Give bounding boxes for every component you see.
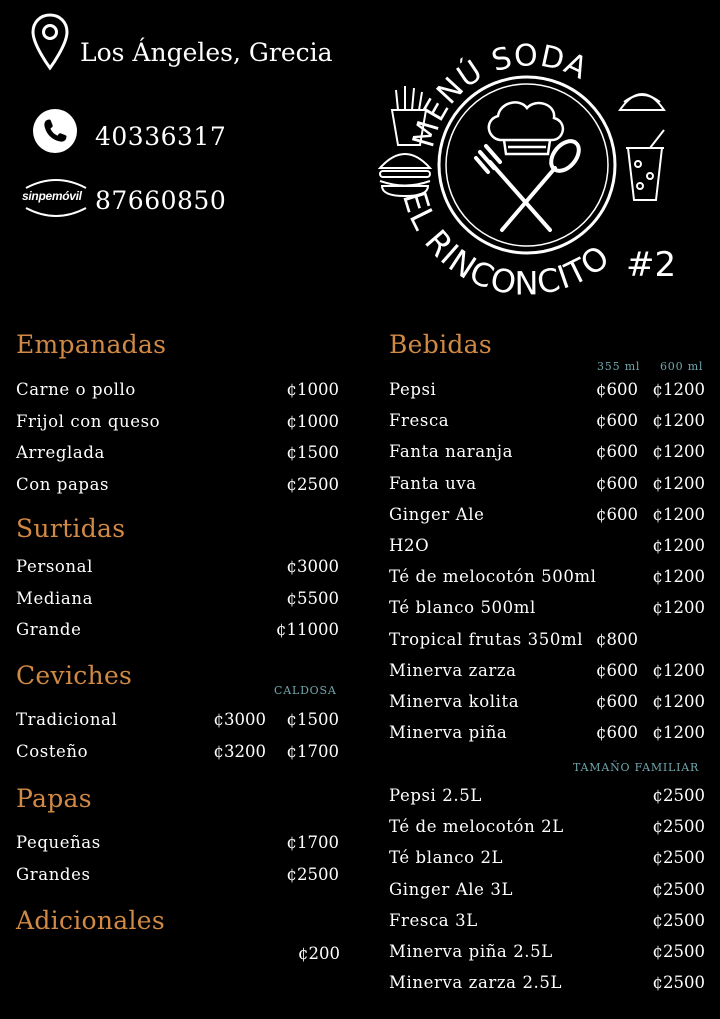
- bebidas-item-name: Minerva kolita: [389, 692, 520, 711]
- familiar-item-name: Té blanco 2L: [389, 848, 504, 868]
- familiar-item-price: ¢2500: [652, 786, 705, 805]
- bebidas-item-price-600ml: ¢1200: [652, 660, 705, 680]
- bebidas-item-price-600ml: ¢1200: [652, 380, 705, 399]
- familiar-item-name: Té de melocotón 2L: [389, 817, 564, 837]
- phone-icon: [32, 108, 78, 154]
- familiar-item-name: Pepsi 2.5L: [389, 786, 482, 805]
- logo-number: #2: [626, 245, 677, 285]
- ceviches-item-price: ¢3200: [213, 742, 266, 761]
- bebidas-item-name: Minerva piña: [389, 723, 508, 743]
- svg-text:MENÚ SODA: [406, 40, 593, 151]
- bebidas-item-name: Fresca: [389, 411, 450, 431]
- chef-hat-icon: [489, 102, 563, 154]
- bebidas-item-name: Té de melocotón 500ml: [389, 567, 597, 587]
- ceviches-caldosa-label: CALDOSA: [274, 684, 337, 697]
- surtidas-item-name: Grande: [16, 620, 82, 639]
- section-title-empanadas: Empanadas: [16, 330, 167, 359]
- bebidas-item-name: Pepsi: [389, 380, 437, 399]
- empanadas-item-name: Carne o pollo: [16, 380, 136, 399]
- empanadas-item-name: Frijol con queso: [16, 411, 161, 431]
- familiar-item-name: Ginger Ale 3L: [389, 879, 514, 899]
- bebidas-item-name: Minerva zarza: [389, 660, 517, 680]
- surtidas-item-name: Mediana: [16, 588, 93, 608]
- empanadas-item-name: Arreglada: [16, 443, 105, 462]
- ceviches-item-name: Costeño: [16, 742, 89, 761]
- bebidas-item-price-600ml: ¢1200: [652, 567, 705, 587]
- papas-item-name: Grandes: [16, 864, 91, 884]
- surtidas-item-price: ¢3000: [286, 557, 339, 576]
- location-text: Los Ángeles, Grecia: [80, 38, 333, 67]
- bebidas-item-name: Fanta naranja: [389, 442, 514, 462]
- familiar-item-price: ¢2500: [652, 910, 705, 930]
- bebidas-item-price-355ml: ¢600: [596, 442, 638, 462]
- surtidas-item-price: ¢11000: [276, 620, 339, 639]
- bebidas-item-price-600ml: ¢1200: [652, 692, 705, 711]
- surtidas-item-name: Personal: [16, 557, 93, 576]
- bebidas-item-price-355ml: ¢600: [596, 723, 638, 743]
- bebidas-item-name: Té blanco 500ml: [389, 598, 536, 618]
- sinpe-label: sinpemóvil: [22, 189, 82, 203]
- empanadas-item-price: ¢1000: [286, 411, 339, 431]
- sinpe-movil-logo: [20, 176, 92, 220]
- surtidas-item-price: ¢5500: [286, 588, 339, 608]
- familiar-item-price: ¢2500: [652, 817, 705, 837]
- familiar-item-price: ¢2500: [652, 879, 705, 899]
- logo-top-text: MENÚ SODA: [406, 40, 594, 152]
- empanadas-item-price: ¢2500: [286, 474, 339, 494]
- bebidas-item-name: Tropical frutas 350ml: [389, 629, 584, 649]
- sinpe-number: 87660850: [95, 186, 227, 215]
- bebidas-item-name: Ginger Ale: [389, 504, 485, 524]
- papas-item-name: Pequeñas: [16, 833, 101, 852]
- bebidas-item-price-355ml: ¢600: [596, 504, 638, 524]
- familiar-size-label: TAMAÑO FAMILIAR: [573, 761, 700, 774]
- bebidas-item-price-600ml: ¢1200: [652, 473, 705, 493]
- section-title-papas: Papas: [16, 784, 92, 813]
- bebidas-item-price-355ml: ¢600: [596, 660, 638, 680]
- familiar-item-name: Minerva piña 2.5L: [389, 942, 553, 961]
- bebidas-item-price-600ml: ¢1200: [652, 442, 705, 462]
- bebidas-item-price-355ml: ¢800: [596, 629, 638, 649]
- fork-spoon-icon: [476, 136, 584, 230]
- ceviches-item-price: ¢3000: [213, 710, 266, 729]
- soda-logo: [372, 40, 682, 300]
- logo-bottom-text: EL RINCONCITO: [394, 186, 617, 300]
- empanadas-item-price: ¢1000: [286, 380, 339, 399]
- section-title-bebidas: Bebidas: [389, 330, 493, 359]
- bebidas-item-price-355ml: ¢600: [596, 692, 638, 711]
- bebidas-item-name: H2O: [389, 536, 430, 555]
- bebidas-item-price-600ml: ¢1200: [652, 504, 705, 524]
- familiar-item-name: Fresca 3L: [389, 910, 478, 930]
- bebidas-item-price-355ml: ¢600: [596, 473, 638, 493]
- papas-item-price: ¢2500: [286, 864, 339, 884]
- papas-item-price: ¢1700: [286, 833, 339, 852]
- familiar-item-price: ¢2500: [652, 848, 705, 868]
- empanadas-item-price: ¢1500: [286, 443, 339, 462]
- familiar-item-price: ¢2500: [652, 942, 705, 961]
- ceviches-item-price-caldosa: ¢1500: [286, 710, 339, 729]
- bebidas-item-price-600ml: ¢1200: [652, 411, 705, 431]
- drink-cup-icon: [626, 130, 664, 200]
- ceviches-item-name: Tradicional: [16, 710, 118, 729]
- taco-icon: [620, 94, 664, 110]
- bebidas-item-price-600ml: ¢1200: [652, 536, 705, 555]
- bebidas-item-price-600ml: ¢1200: [652, 598, 705, 618]
- bebidas-col-600ml: 600 ml: [660, 360, 704, 373]
- adicionales-price: ¢200: [298, 944, 340, 963]
- familiar-item-price: ¢2500: [652, 973, 705, 993]
- bebidas-item-price-355ml: ¢600: [596, 380, 638, 399]
- bebidas-item-price-600ml: ¢1200: [652, 723, 705, 743]
- ceviches-item-price-caldosa: ¢1700: [286, 742, 339, 761]
- familiar-item-name: Minerva zarza 2.5L: [389, 973, 563, 993]
- section-title-ceviches: Ceviches: [16, 661, 133, 690]
- section-title-surtidas: Surtidas: [16, 514, 126, 543]
- section-title-adicionales: Adicionales: [16, 906, 166, 935]
- bebidas-item-name: Fanta uva: [389, 473, 477, 493]
- location-pin-icon: [30, 12, 70, 72]
- phone-number: 40336317: [95, 122, 227, 151]
- bebidas-item-price-355ml: ¢600: [596, 411, 638, 431]
- bebidas-col-355ml: 355 ml: [597, 360, 641, 373]
- empanadas-item-name: Con papas: [16, 474, 110, 494]
